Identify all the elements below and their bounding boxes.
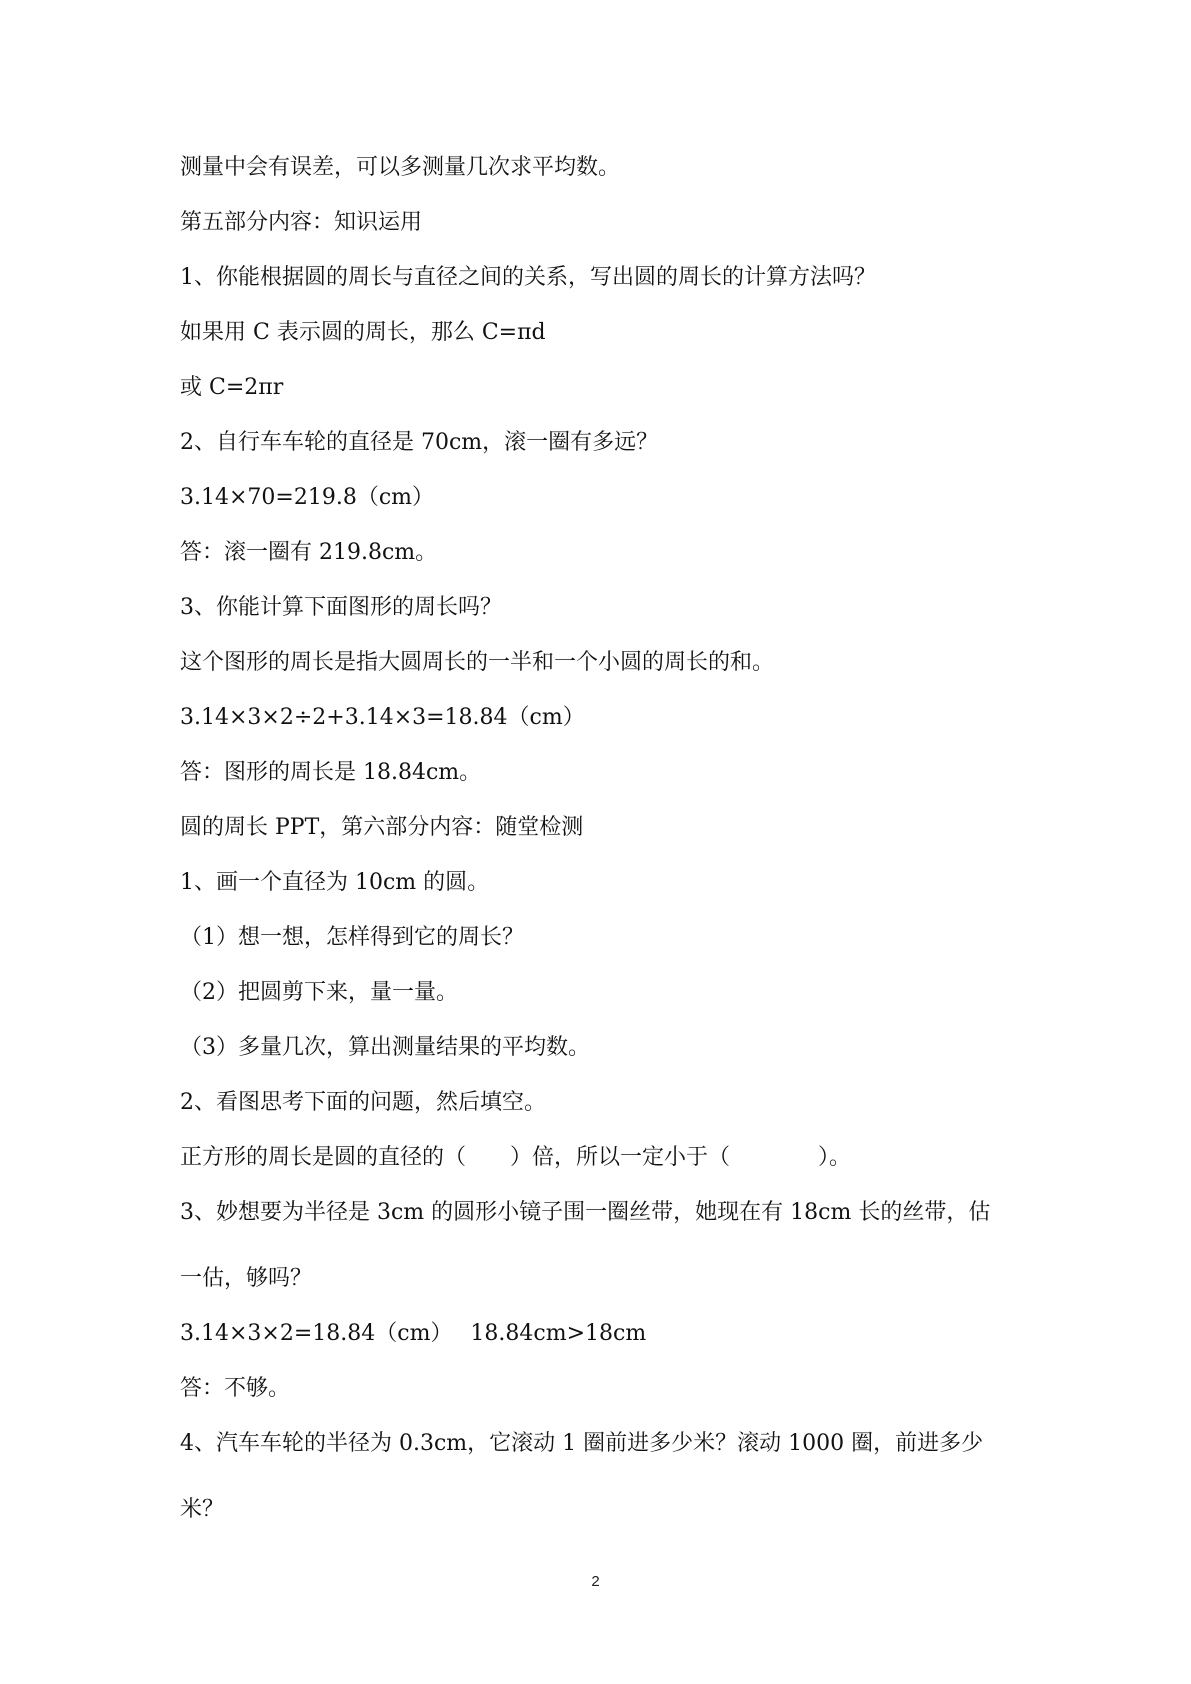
page-number: 2: [591, 1573, 600, 1590]
answer: 答：图形的周长是 18.84cm。: [180, 760, 482, 785]
question-2: 2、自行车车轮的直径是 70cm，滚一圈有多远？: [180, 430, 659, 455]
question-4: 4、汽车车轮的半径为 0.3cm，它滚动 1 圈前进多少米？滚动 1000 圈，前进多少: [180, 1431, 984, 1456]
sub-question: （3）多量几次，算出测量结果的平均数。: [180, 1035, 590, 1060]
document-body: [180, 152, 1020, 1526]
text-line: 米？: [180, 1497, 225, 1522]
question-3: 3、妙想要为半径是 3cm 的圆形小镜子围一圈丝带，她现在有 18cm 长的丝带，估: [180, 1200, 991, 1225]
question-1: 1、画一个直径为 10cm 的圆。: [180, 870, 490, 895]
question-3: 3、你能计算下面图形的周长吗？: [180, 595, 502, 620]
answer: 答：不够。: [180, 1376, 291, 1401]
question-2: 2、看图思考下面的问题，然后填空。: [180, 1090, 546, 1115]
calculation: 3.14×3×2÷2+3.14×3=18.84（cm）: [180, 705, 585, 730]
text-line: 测量中会有误差，可以多测量几次求平均数。: [180, 155, 621, 180]
text-line: 一估，够吗？: [180, 1266, 313, 1291]
calculation: 3.14×70=219.8（cm）: [180, 485, 435, 510]
text-line: 如果用 C 表示圆的周长，那么 C=πd: [180, 320, 546, 345]
sub-question: （1）想一想，怎样得到它的周长？: [180, 925, 524, 950]
text-line: 这个图形的周长是指大圆周长的一半和一个小圆的周长的和。: [180, 650, 775, 675]
answer: 答：滚一圈有 219.8cm。: [180, 540, 438, 565]
section-heading: 第五部分内容：知识运用: [180, 210, 423, 235]
sub-question: （2）把圆剪下来，量一量。: [180, 980, 458, 1005]
section-heading: 圆的周长 PPT，第六部分内容：随堂检测: [180, 815, 584, 840]
fill-in-blank: 正方形的周长是圆的直径的（ ）倍，所以一定小于（ ）。: [180, 1145, 852, 1170]
question-1: 1、你能根据圆的周长与直径之间的关系，写出圆的周长的计算方法吗？: [180, 265, 876, 290]
text-line: 或 C=2πr: [180, 375, 284, 400]
calculation: 3.14×3×2=18.84（cm） 18.84cm>18cm: [180, 1321, 647, 1346]
